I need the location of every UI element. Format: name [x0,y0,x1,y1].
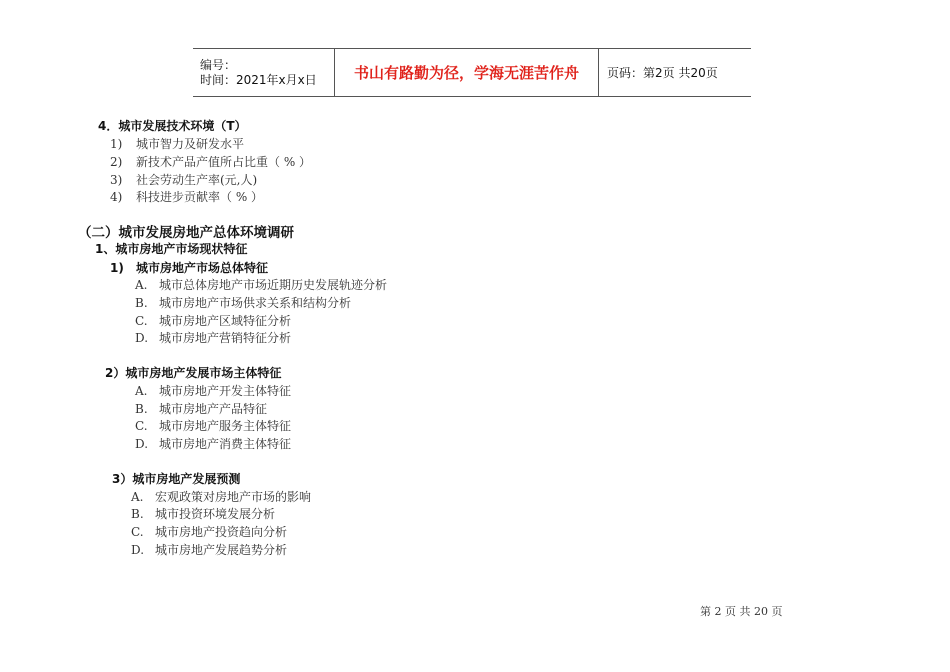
section-title: （二）城市发展房地产总体环境调研 [78,225,294,241]
list-item-text: 城市智力及研发水平 [136,137,245,151]
list-item-number: 3) [110,173,123,187]
list-item-text: 城市房地产产品特征 [159,402,268,416]
list-item [135,417,291,434]
header-motto: 书山有路勤为径，学海无涯苦作舟 [353,64,579,82]
list-item-text: 城市房地产消费主体特征 [159,437,292,451]
group-title: 2）城市房地产发展市场主体特征 [105,366,282,380]
list-item-letter: C. [135,419,148,433]
header-page-label: 页码：第2页 共20页 [607,66,718,80]
group-title [110,259,268,276]
list-item-letter: B. [131,507,144,521]
list-item-text: 城市投资环境发展分析 [155,507,276,521]
page-footer: 第 2 页 共 20 页 [700,605,783,618]
list-item-letter: A. [131,490,144,504]
list-item-text: 新技术产品产值所占比重（ % ） [136,155,312,169]
subsection-title: 1、城市房地产市场现状特征 [95,242,248,256]
list-item-number: 4) [110,190,123,204]
list-item-text: 城市房地产市场供求关系和结构分析 [159,296,352,310]
page-header [193,48,751,97]
document-number-label: 编号： [200,57,237,72]
list-item-letter: C. [135,314,148,328]
list-item [131,505,275,522]
list-item [131,541,287,558]
list-item-letter: D. [135,331,149,345]
tech-section-title: 4．城市发展技术环境（T） [98,119,247,133]
list-item [135,276,387,293]
list-item-letter: D. [131,543,145,557]
list-item [110,153,311,170]
list-item [135,382,291,399]
list-item-letter: D. [135,437,149,451]
group-title-text: 城市房地产市场总体特征 [136,261,269,275]
document-date-label: 时间：2021年x月x日 [200,72,317,87]
list-item-text: 城市房地产营销特征分析 [159,331,292,345]
list-item [135,400,267,417]
list-item-letter: A. [135,384,148,398]
list-item-text: 社会劳动生产率(元,人) [136,173,258,187]
header-info-cell [193,49,335,96]
list-item [135,312,291,329]
list-item-text: 城市房地产开发主体特征 [159,384,292,398]
list-item-text: 宏观政策对房地产市场的影响 [155,490,312,504]
list-item [110,188,263,205]
list-item [135,435,291,452]
list-item-text: 城市房地产投资趋向分析 [155,525,288,539]
list-item-text: 城市房地产服务主体特征 [159,419,292,433]
group-number: 1) [110,261,124,275]
list-item-letter: C. [131,525,144,539]
list-item-text: 科技进步贡献率（ % ） [136,190,264,204]
list-item [135,294,351,311]
header-motto-cell [335,49,599,96]
list-item [110,171,257,188]
list-item [131,488,311,505]
list-item [135,329,291,346]
list-item-letter: B. [135,402,148,416]
list-item [110,135,244,152]
list-item-number: 1) [110,137,123,151]
group-title: 3）城市房地产发展预测 [112,472,241,486]
list-item-letter: A. [135,278,148,292]
list-item-number: 2) [110,155,123,169]
list-item-text: 城市房地产区域特征分析 [159,314,292,328]
list-item-letter: B. [135,296,148,310]
list-item-text: 城市房地产发展趋势分析 [155,543,288,557]
list-item [131,523,287,540]
list-item-text: 城市总体房地产市场近期历史发展轨迹分析 [159,278,388,292]
header-page-cell [599,49,751,96]
